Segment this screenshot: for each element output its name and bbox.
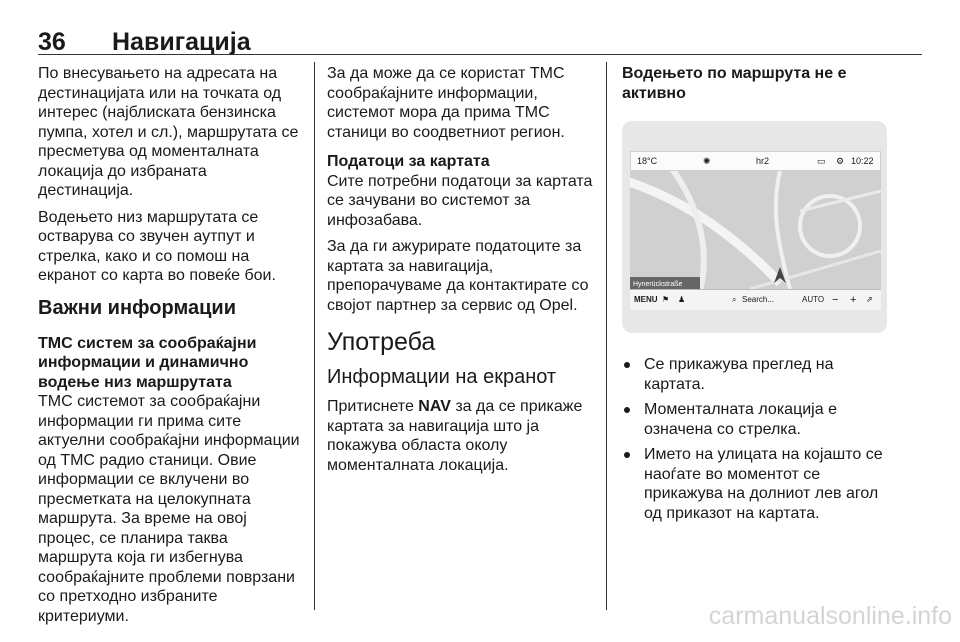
- column-2: [327, 64, 597, 482]
- street-name: Hynerückstraße: [633, 281, 683, 288]
- list-item-text: Името на улицата на којашто се наоѓате во моментот се прикажува на долниот лев агол од приказот на картата.: [644, 446, 883, 522]
- bullet-icon: [624, 362, 630, 368]
- paragraph: Водењето низ маршрутата се остварува со звучен аутпут и стрелка, како и со помош на екранот со карта во повеќе бои.: [38, 208, 276, 284]
- map-view: [630, 171, 881, 289]
- map-toolbar: [630, 289, 881, 310]
- column-1: [38, 64, 306, 633]
- heading-map-data: Податоци за картата: [327, 153, 490, 170]
- paragraph: [327, 397, 597, 475]
- phone-icon: ▭: [817, 156, 826, 166]
- zoom-in-button[interactable]: +: [850, 294, 857, 306]
- list-item-text: Се прикажува преглед на картата.: [644, 356, 834, 393]
- gear-icon: ⚙: [836, 156, 845, 166]
- paragraph: За да може да се користат ТМС сообраќајните информации, системот мора да прима ТМС станици во соодветниот регион.: [327, 65, 565, 141]
- page-number: 36: [38, 28, 66, 56]
- list-item-text: Моменталната локација е означена со стрелка.: [644, 401, 837, 438]
- paragraph: За да ги ажурирате податоците за картата за навигација, препорачуваме да контактирате со својот партнер за сервис од Opel.: [327, 238, 589, 314]
- heading-tmc: ТМС систем за сообраќајни информации и динамично водење низ маршрутата: [38, 334, 257, 391]
- zoom-out-button[interactable]: −: [832, 294, 839, 306]
- clock: 10:22: [851, 156, 874, 166]
- sun-icon: ✺: [703, 156, 711, 166]
- bullet-list: [622, 355, 894, 523]
- menu-button[interactable]: MENU: [634, 295, 658, 304]
- heading-screen-info: Информации на екранот: [327, 366, 557, 388]
- radio-frequency: hr2: [756, 156, 770, 166]
- status-bar: [630, 151, 881, 171]
- heading-usage: Употреба: [327, 328, 436, 356]
- map-roads: [630, 171, 881, 289]
- list-item: [622, 355, 894, 394]
- watermark: carmanualsonline.info: [708, 602, 952, 630]
- navigation-screenshot: [622, 121, 887, 333]
- column-divider: [606, 62, 607, 610]
- flag-icon[interactable]: ⚑: [662, 295, 670, 304]
- section-title: Навигација: [112, 28, 251, 56]
- paragraph: По внесувањето на адресата на дестинацијата или на точката од интерес (најблиската бензинска пумпа, хотел и сл.), маршрутата се пресметува од моменталната локација до избраната дестинација.: [38, 65, 299, 199]
- search-field[interactable]: Search...: [742, 295, 775, 304]
- text: Притиснете: [327, 398, 419, 415]
- pedestrian-icon[interactable]: ♟: [678, 295, 686, 304]
- column-divider: [314, 62, 315, 610]
- search-icon[interactable]: ⌕: [732, 295, 737, 304]
- heading-important: Важни информации: [38, 296, 236, 319]
- header-rule: [38, 54, 922, 55]
- temperature: 18°C: [637, 156, 658, 166]
- column-3: [622, 64, 894, 529]
- bullet-icon: [624, 407, 630, 413]
- auto-zoom-button[interactable]: AUTO: [802, 295, 825, 304]
- list-item: [622, 400, 894, 439]
- nav-key: NAV: [418, 398, 451, 415]
- list-item: [622, 445, 894, 523]
- bullet-icon: [624, 452, 630, 458]
- heading-guidance-inactive: Водењето по маршрута не е активно: [622, 65, 847, 102]
- paragraph: ТМС системот за сообраќајни информации ги прима сите актуелни сообраќајни информации од ТМС радио станици. Овие информации се вклучени во пресметката на целокупната маршрута. За време на овој процес, се планира таква маршрута која ги избегнува сообраќајните проблеми поврзани со претходно избраните критериуми.: [38, 393, 300, 625]
- route-icon[interactable]: ⇗: [866, 295, 873, 304]
- text: за да се прикаже картата за навигација што ја покажува областа околу моменталната локација.: [327, 398, 583, 474]
- paragraph: Сите потребни податоци за картата се зачувани во системот за инфозабава.: [327, 172, 593, 229]
